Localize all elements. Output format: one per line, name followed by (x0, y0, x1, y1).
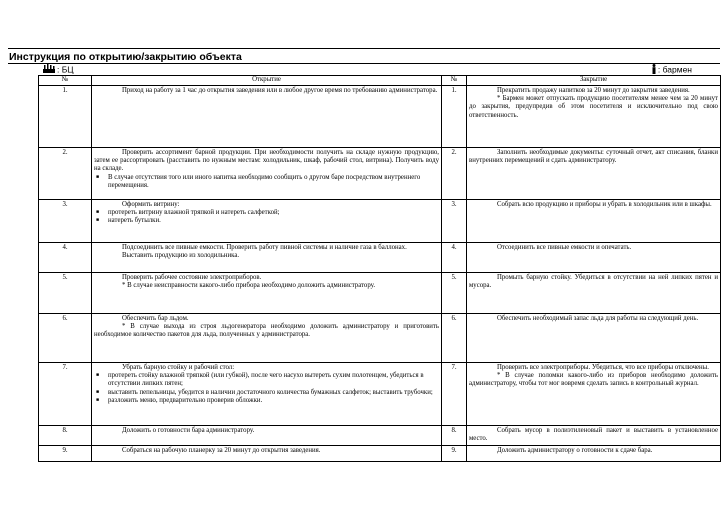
title-rule (8, 63, 720, 64)
open-step (92, 273, 442, 314)
close-step (467, 446, 721, 462)
close-step-number: 5. (442, 273, 467, 314)
open-step-text: Приход на работу за 1 час до открытия заведения или в любое другое время по требованию администратора. (122, 87, 438, 94)
open-step-number: 7. (39, 363, 92, 426)
open-step-number: 2. (39, 148, 92, 200)
close-step-number: 3. (442, 200, 467, 243)
open-step-number: 9. (39, 446, 92, 462)
open-step (92, 363, 442, 426)
top-rule (8, 48, 720, 49)
table-row (39, 314, 721, 363)
close-step-number: 9. (442, 446, 467, 462)
open-step (92, 86, 442, 148)
open-step (92, 200, 442, 243)
open-step-bullet: ■ протереть стойку влажной тряпкой (или губкой), после чего насухо вытереть сухим полотенцем, убедиться в отсутствии липких пятен; (108, 372, 439, 388)
open-step-bullet: ■ протереть витрину влажной тряпкой и натереть салфеткой; (108, 209, 439, 217)
close-step-text: Промыть барную стойку. Убедиться в отсутствии на ней липких пятен и мусора. (469, 274, 718, 290)
open-step-text-2: Выставить продукцию из холодильника. (122, 252, 240, 260)
close-step-text: Прекратить продажу напитков за 20 минут до закрытия заведения. (497, 87, 690, 94)
header-num-close: № (442, 76, 467, 86)
close-step-text: Собрать всю продукцию и приборы и убрать в холодильник или в шкафы. (497, 201, 712, 208)
close-step-number: 4. (442, 243, 467, 273)
close-step (467, 363, 721, 426)
open-step (92, 446, 442, 462)
table-row (39, 426, 721, 446)
header-close: Закрытие (467, 76, 721, 86)
open-step-note: * В случае выхода из строя льдогенератора необходимо доложить администратору и приготовить необходимое количество пакетов для льда, полученных у администратора. (94, 323, 439, 339)
open-step-number: 4. (39, 243, 92, 273)
open-step-text: Оформить витрину: (122, 201, 180, 208)
close-step-number: 7. (442, 363, 467, 426)
open-step (92, 426, 442, 446)
table-row (39, 273, 721, 314)
close-step (467, 314, 721, 363)
close-step-text: Отсоединить все пивные емкости и опечатать. (497, 244, 632, 251)
document-title: Инструкция по открытию/закрытию объекта (9, 51, 242, 63)
open-step (92, 314, 442, 363)
table-row (39, 446, 721, 462)
role-label-bartender: : бармен (657, 64, 692, 75)
open-step (92, 243, 442, 273)
close-step (467, 426, 721, 446)
open-step-text: Собраться на рабочую планерку за 20 минут до открытия заведения. (122, 447, 321, 454)
header-num-open: № (39, 76, 92, 86)
open-step-bullet: ■ В случае отсутствия того или иного напитка необходимо сообщить о другом баре посредством внутреннего перемещения. (108, 174, 439, 190)
open-step (92, 148, 442, 200)
close-step (467, 86, 721, 148)
role-label-bar: : БЦ (57, 64, 74, 75)
open-step-text: Проверить ассортимент барной продукции. При необходимости получить на складе нужную продукцию, затем ее рассортировать (расставить по нужным местам: холодильник, шкаф, рабочий стол, витрина). Получить воду на складе. (94, 149, 439, 173)
table-row (39, 148, 721, 200)
close-step (467, 273, 721, 314)
open-step-note: * В случае неисправности какого-либо прибора необходимо доложить администратору. (122, 282, 376, 290)
table-row (39, 243, 721, 273)
close-step (467, 200, 721, 243)
open-step-number: 6. (39, 314, 92, 363)
open-step-text: Подсоединить все пивные емкости. Проверить работу пивной системы и наличие газа в баллонах. (122, 244, 407, 251)
table-header-row (39, 76, 721, 86)
close-step-number: 8. (442, 426, 467, 446)
close-step (467, 148, 721, 200)
open-step-bullet: ■ выставить пепельницы, убедится в наличии достаточного количества бумажных салфеток; выставить трубочки; (108, 389, 439, 397)
close-step-number: 1. (442, 86, 467, 148)
table-row (39, 363, 721, 426)
close-step-note: * Бармен может отпускать продукцию посетителям менее чем за 20 минут до закрытия, предупредив об этом посетителя и исключительно под свою ответственность. (469, 95, 718, 119)
close-step-text: Собрать мусор в полиэтиленовый пакет и выставить в установленное место. (469, 427, 718, 443)
close-step-text: Доложить администратору о готовности к сдаче бара. (497, 447, 653, 454)
open-step-number: 3. (39, 200, 92, 243)
open-step-number: 5. (39, 273, 92, 314)
close-step-text: Заполнить необходимые документы: суточный отчет, акт списания, бланки внутренних перемещений и сдать администратору. (469, 149, 718, 165)
open-step-text: Убрать барную стойку и рабочий стол: (122, 364, 235, 371)
header-open: Открытие (92, 76, 442, 86)
open-step-bullet: ■ натереть бутылки. (108, 217, 439, 225)
close-step-number: 6. (442, 314, 467, 363)
open-step-text: Доложить о готовности бара администратору. (122, 427, 255, 434)
open-step-text: Проверить рабочее состояние электроприборов. (122, 274, 262, 281)
close-step (467, 243, 721, 273)
close-step-text: Проверить все электроприборы. Убедиться, что все приборы отключены. (497, 364, 709, 371)
open-step-number: 1. (39, 86, 92, 148)
table-row (39, 86, 721, 148)
open-step-text: Обеспечить бар льдом. (122, 315, 189, 322)
open-step-bullet: ■ разложить меню, предварительно проверив обложки. (108, 397, 439, 405)
open-step-number: 8. (39, 426, 92, 446)
close-step-text: Обеспечить необходимый запас льда для работы на следующий день. (497, 315, 699, 322)
table-row (39, 200, 721, 243)
close-step-note: * В случае поломки какого-либо из приборов необходимо доложить администратору, чтобы тот мог вовремя сделать запись в контрольный журнал. (469, 372, 718, 388)
instruction-table (38, 75, 721, 462)
close-step-number: 2. (442, 148, 467, 200)
